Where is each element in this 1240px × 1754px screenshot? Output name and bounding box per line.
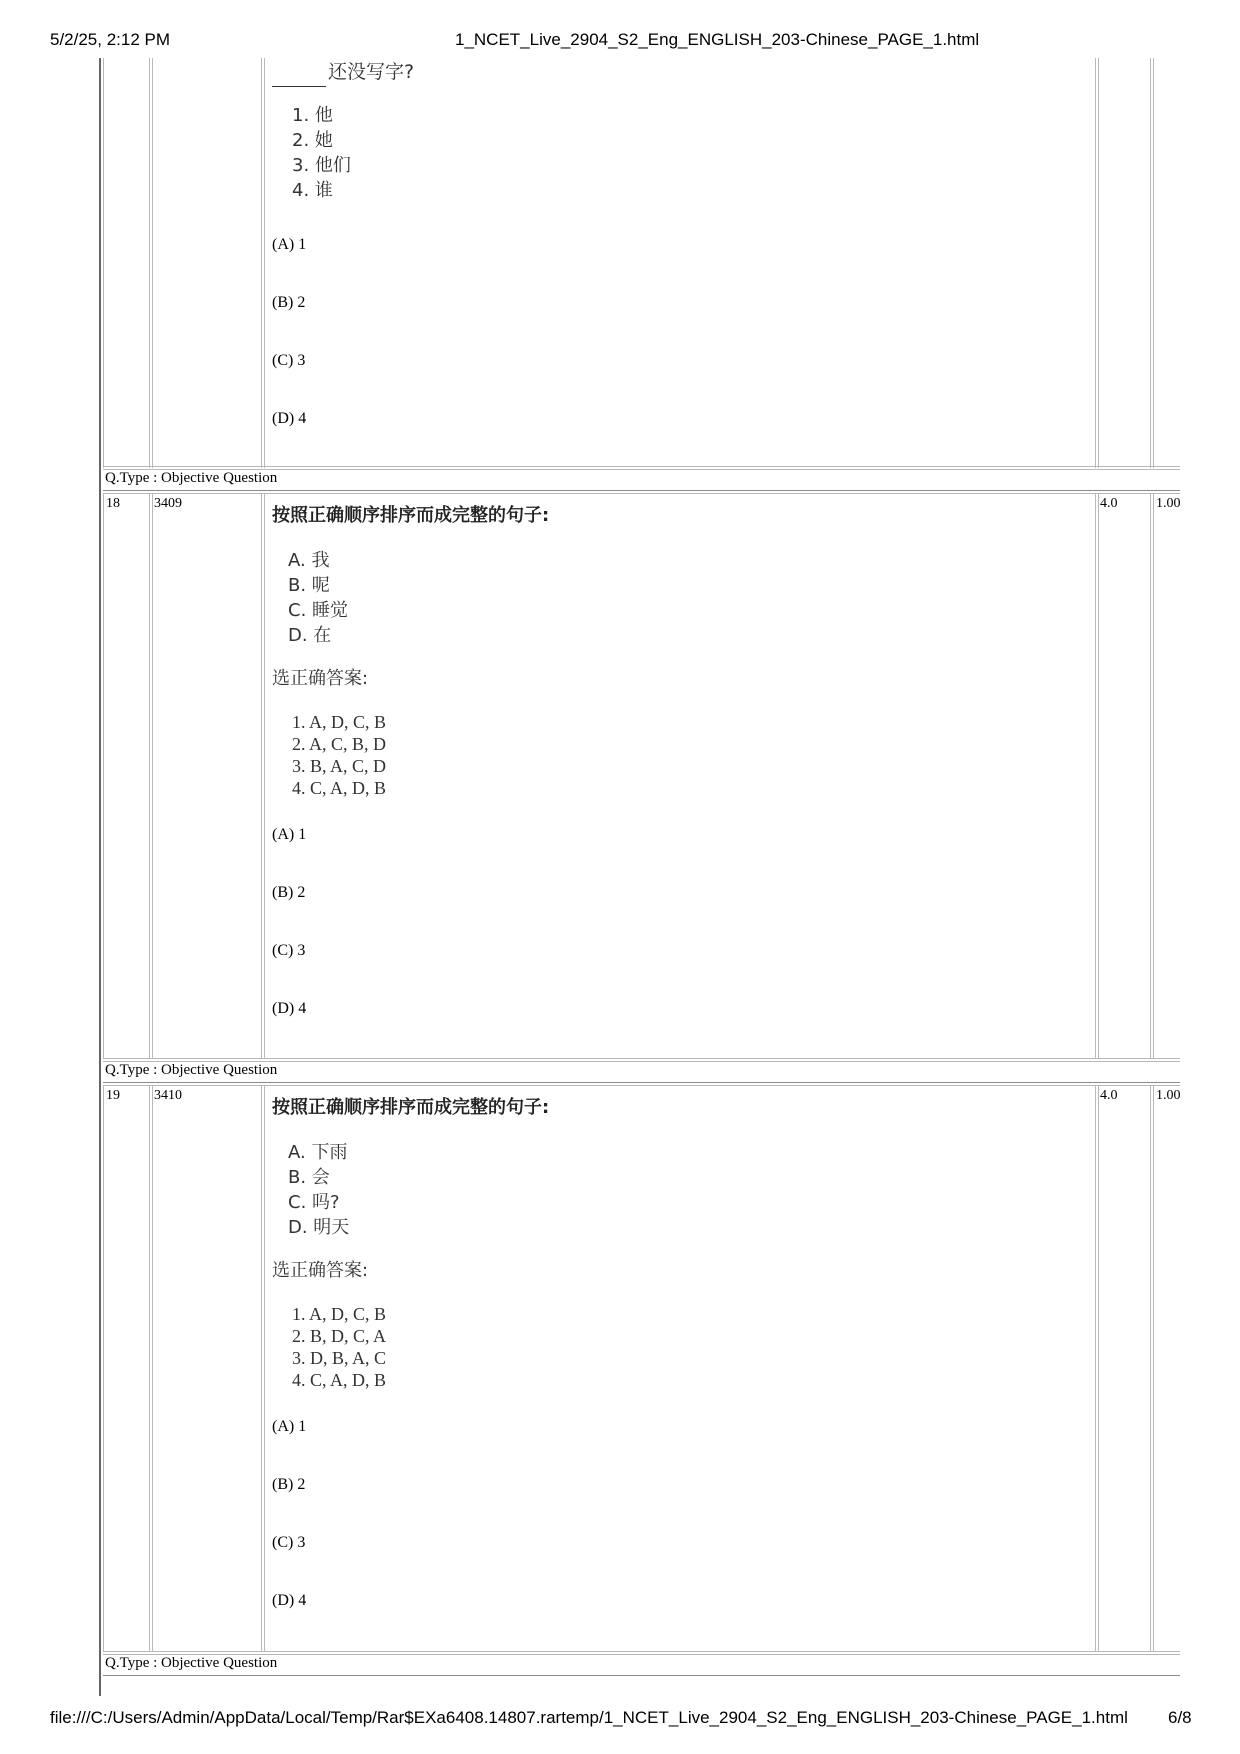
print-datetime: 5/2/25, 2:12 PM — [50, 30, 171, 49]
print-document-title: 1_NCET_Live_2904_S2_Eng_ENGLISH_203-Chinese_PAGE_1.html — [455, 30, 980, 49]
sentence-parts-list — [288, 548, 1092, 648]
sentence-part: B. 会 — [288, 1167, 330, 1188]
choice-c: (C) 3 — [272, 352, 306, 369]
serial-number: 18 — [106, 496, 120, 511]
question-content — [272, 58, 1092, 203]
choice-d: (D) 4 — [272, 410, 307, 427]
print-file-path: file:///C:/Users/Admin/AppData/Local/Temp/Rar$EXa6408.14807.rartemp/1_NCET_Live_2904_S2_Eng_ENGLISH_203-Chinese_PAGE_1.html — [50, 1708, 1128, 1727]
choice-d: (D) 4 — [272, 1592, 307, 1609]
negative-marks: 1.00 — [1156, 1088, 1180, 1103]
answer-option: 3. B, A, C, D — [292, 756, 387, 776]
option-item: 2. 她 — [292, 130, 333, 151]
answer-option-list — [292, 711, 1092, 799]
choice-c: (C) 3 — [272, 942, 306, 959]
question-id: 3409 — [154, 496, 182, 511]
choice-c: (C) 3 — [272, 1534, 306, 1551]
sentence-part: B. 呢 — [288, 575, 330, 596]
sentence-part: A. 我 — [288, 550, 330, 571]
question-text: 还没写字? — [328, 61, 415, 83]
question-type-label: Q.Type : Objective Question — [105, 470, 278, 486]
answer-prompt: 选正确答案: — [272, 1260, 369, 1281]
choice-b: (B) 2 — [272, 294, 306, 311]
choice-a: (A) 1 — [272, 236, 307, 253]
sentence-part: A. 下雨 — [288, 1142, 348, 1163]
serial-number: 19 — [106, 1088, 120, 1103]
choice-a: (A) 1 — [272, 1418, 307, 1435]
question-content — [272, 1095, 1092, 1391]
marks: 4.0 — [1100, 496, 1118, 511]
marks: 4.0 — [1100, 1088, 1118, 1103]
option-item: 1. 他 — [292, 105, 333, 126]
answer-option: 3. D, B, A, C — [292, 1348, 387, 1368]
answer-option: 4. C, A, D, B — [292, 1370, 387, 1390]
blank-line — [272, 58, 326, 87]
question-title: 按照正确顺序排序而成完整的句子: — [272, 1097, 550, 1118]
sentence-part: D. 在 — [288, 625, 332, 646]
option-list — [292, 103, 1092, 203]
sentence-part: D. 明天 — [288, 1217, 350, 1238]
question-type-label: Q.Type : Objective Question — [105, 1655, 278, 1671]
choice-b: (B) 2 — [272, 884, 306, 901]
choice-a: (A) 1 — [272, 826, 307, 843]
sentence-part: C. 睡觉 — [288, 600, 349, 621]
question-title: 按照正确顺序排序而成完整的句子: — [272, 505, 550, 526]
choice-b: (B) 2 — [272, 1476, 306, 1493]
answer-option: 4. C, A, D, B — [292, 778, 387, 798]
option-item: 3. 他们 — [292, 155, 351, 176]
answer-prompt: 选正确答案: — [272, 668, 369, 689]
option-item: 4. 谁 — [292, 180, 333, 201]
outer-table-border — [99, 58, 101, 1696]
choice-d: (D) 4 — [272, 1000, 307, 1017]
answer-option-list — [292, 1303, 1092, 1391]
answer-option: 1. A, D, C, B — [292, 1304, 387, 1324]
sentence-part: C. 吗? — [288, 1192, 340, 1213]
answer-option: 1. A, D, C, B — [292, 712, 387, 732]
question-content — [272, 503, 1092, 799]
question-id: 3410 — [154, 1088, 182, 1103]
answer-option: 2. A, C, B, D — [292, 734, 387, 754]
question-type-label: Q.Type : Objective Question — [105, 1062, 278, 1078]
sentence-parts-list — [288, 1140, 1092, 1240]
print-page-number: 6/8 — [1168, 1708, 1192, 1727]
answer-option: 2. B, D, C, A — [292, 1326, 387, 1346]
negative-marks: 1.00 — [1156, 496, 1180, 511]
